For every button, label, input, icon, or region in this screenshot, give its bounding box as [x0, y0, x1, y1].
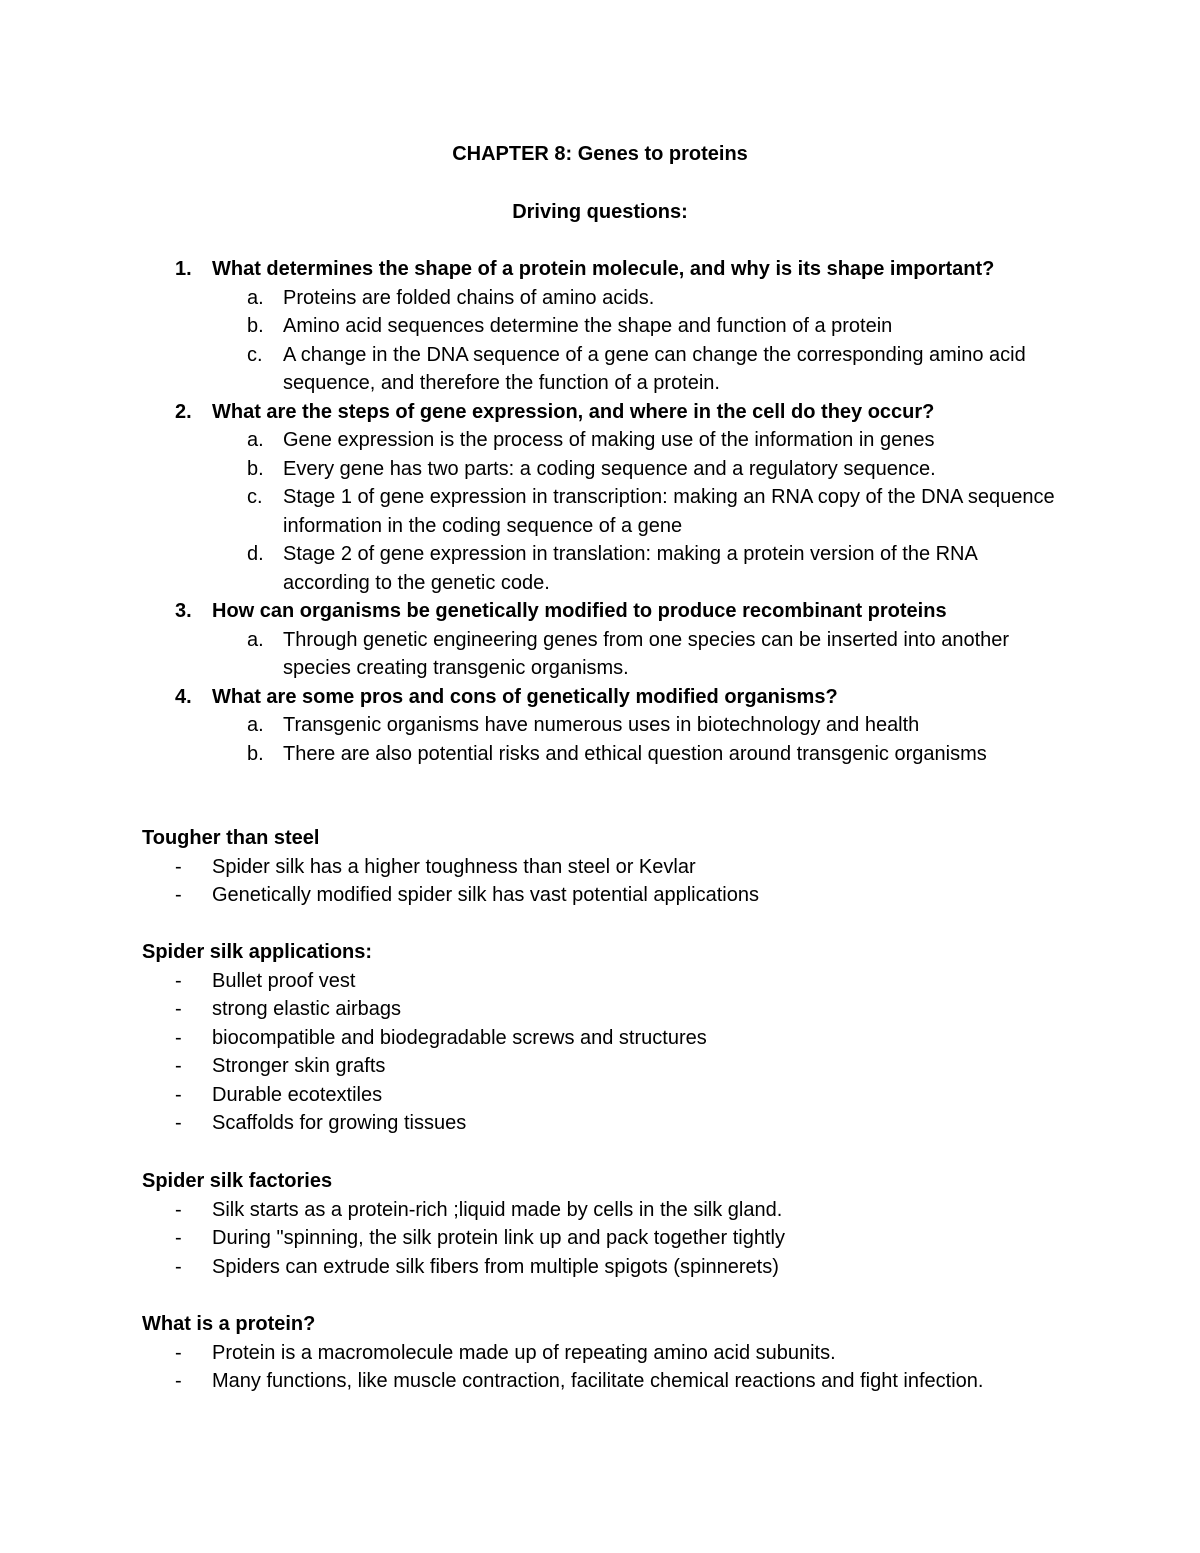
bullet-dash: -	[175, 1026, 182, 1049]
answer-text: Stage 1 of gene expression in transcription: making an RNA copy of the DNA sequence information in the coding sequence of a gene	[283, 486, 1055, 537]
question-item	[0, 255, 1162, 284]
question-text: What are some pros and cons of genetically modified organisms?	[212, 685, 838, 708]
list-item	[0, 967, 1162, 996]
list-item	[0, 1052, 1162, 1081]
question-number: 2.	[175, 400, 192, 423]
bullet-dash: -	[175, 1055, 182, 1077]
answer-item	[0, 284, 1063, 313]
answer-letter: a.	[247, 628, 264, 651]
answer-item	[0, 711, 1063, 740]
list-item-text: strong elastic airbags	[212, 998, 401, 1020]
bullet-dash: -	[175, 1083, 182, 1106]
answer-text: Amino acid sequences determine the shape and function of a protein	[283, 315, 893, 337]
list-item	[0, 1339, 1162, 1368]
bullet-dash: -	[175, 1341, 182, 1364]
section-heading: Spider silk factories	[142, 1170, 333, 1192]
answer-text: Proteins are folded chains of amino acids.	[283, 286, 655, 309]
answer-text: Every gene has two parts: a coding sequence and a regulatory sequence.	[283, 457, 936, 480]
question-item	[0, 398, 1162, 427]
list-item-text: Scaffolds for growing tissues	[212, 1112, 467, 1134]
bullet-dash: -	[175, 855, 182, 878]
question-number: 1.	[175, 258, 192, 280]
section-heading: Spider silk applications:	[142, 941, 373, 963]
section-spider-silk-factories	[0, 1167, 1200, 1281]
list-item	[0, 995, 1162, 1024]
answer-text: Stage 2 of gene expression in translation: making a protein version of the RNA according to the genetic code.	[283, 543, 977, 594]
answer-letter: a.	[247, 714, 264, 736]
section-spider-silk-applications	[0, 938, 1200, 1138]
answer-letter: c.	[247, 486, 263, 508]
section-tougher-than-steel	[0, 824, 1200, 910]
list-item	[0, 1196, 1162, 1225]
question-text: What determines the shape of a protein molecule, and why is its shape important?	[212, 258, 995, 280]
list-item-text: Protein is a macromolecule made up of repeating amino acid subunits.	[212, 1341, 836, 1364]
bullet-dash: -	[175, 1227, 182, 1249]
list-item-text: Spiders can extrude silk fibers from multiple spigots (spinnerets)	[212, 1255, 779, 1278]
bullet-dash: -	[175, 1198, 182, 1221]
question-item	[0, 597, 1162, 626]
bullet-dash: -	[175, 1112, 182, 1134]
question-number: 3.	[175, 600, 192, 622]
answer-text: Through genetic engineering genes from one species can be inserted into another species creating transgenic organisms.	[283, 628, 1010, 679]
answer-letter: b.	[247, 315, 264, 337]
answer-letter: a.	[247, 286, 264, 309]
driving-questions-list	[0, 255, 1200, 768]
list-item-text: biocompatible and biodegradable screws and structures	[212, 1026, 707, 1049]
question-item	[0, 683, 1162, 712]
list-item-text: Silk starts as a protein-rich ;liquid made by cells in the silk gland.	[212, 1198, 783, 1221]
answer-item	[0, 455, 1063, 484]
list-item	[0, 1081, 1162, 1110]
answer-item	[0, 540, 1063, 597]
list-item	[0, 1024, 1162, 1053]
answer-text: There are also potential risks and ethical question around transgenic organisms	[283, 742, 987, 765]
answer-item	[0, 626, 1063, 683]
list-item	[0, 1224, 1162, 1253]
list-item	[0, 853, 1162, 882]
answer-item	[0, 426, 1063, 455]
question-number: 4.	[175, 685, 192, 708]
list-item	[0, 1367, 1162, 1396]
answer-letter: d.	[247, 543, 264, 565]
answer-item	[0, 312, 1063, 341]
answer-item	[0, 341, 1063, 398]
list-item-text: Stronger skin grafts	[212, 1055, 386, 1077]
answer-item	[0, 740, 1063, 769]
section-what-is-a-protein	[0, 1310, 1200, 1396]
bullet-dash: -	[175, 1255, 182, 1278]
page-title: CHAPTER 8: Genes to proteins	[452, 143, 748, 165]
list-item-text: Genetically modified spider silk has vast potential applications	[212, 884, 759, 906]
bullet-dash: -	[175, 998, 182, 1020]
list-item-text: Spider silk has a higher toughness than steel or Kevlar	[212, 855, 696, 878]
list-item-text: Bullet proof vest	[212, 969, 356, 992]
section-heading: What is a protein?	[142, 1313, 316, 1335]
question-text: How can organisms be genetically modified to produce recombinant proteins	[212, 600, 947, 622]
answer-letter: c.	[247, 343, 263, 366]
list-item	[0, 1253, 1162, 1282]
answer-letter: b.	[247, 457, 264, 480]
answer-letter: a.	[247, 429, 264, 451]
list-item-text: Durable ecotextiles	[212, 1083, 383, 1106]
list-item	[0, 881, 1162, 910]
list-item-text: Many functions, like muscle contraction, facilitate chemical reactions and fight infection.	[212, 1370, 984, 1392]
list-item	[0, 1109, 1162, 1138]
answer-text: Gene expression is the process of making use of the information in genes	[283, 429, 935, 451]
bullet-dash: -	[175, 1370, 182, 1392]
answer-text: Transgenic organisms have numerous uses in biotechnology and health	[283, 714, 920, 736]
answer-letter: b.	[247, 742, 264, 765]
page-subtitle: Driving questions:	[512, 201, 688, 223]
list-item-text: During "spinning, the silk protein link up and pack together tightly	[212, 1227, 785, 1249]
question-text: What are the steps of gene expression, and where in the cell do they occur?	[212, 400, 935, 423]
bullet-dash: -	[175, 969, 182, 992]
answer-text: A change in the DNA sequence of a gene can change the corresponding amino acid sequence, and therefore the function of a protein.	[283, 343, 1026, 394]
answer-item	[0, 483, 1063, 540]
bullet-dash: -	[175, 884, 182, 906]
section-heading: Tougher than steel	[142, 827, 320, 849]
